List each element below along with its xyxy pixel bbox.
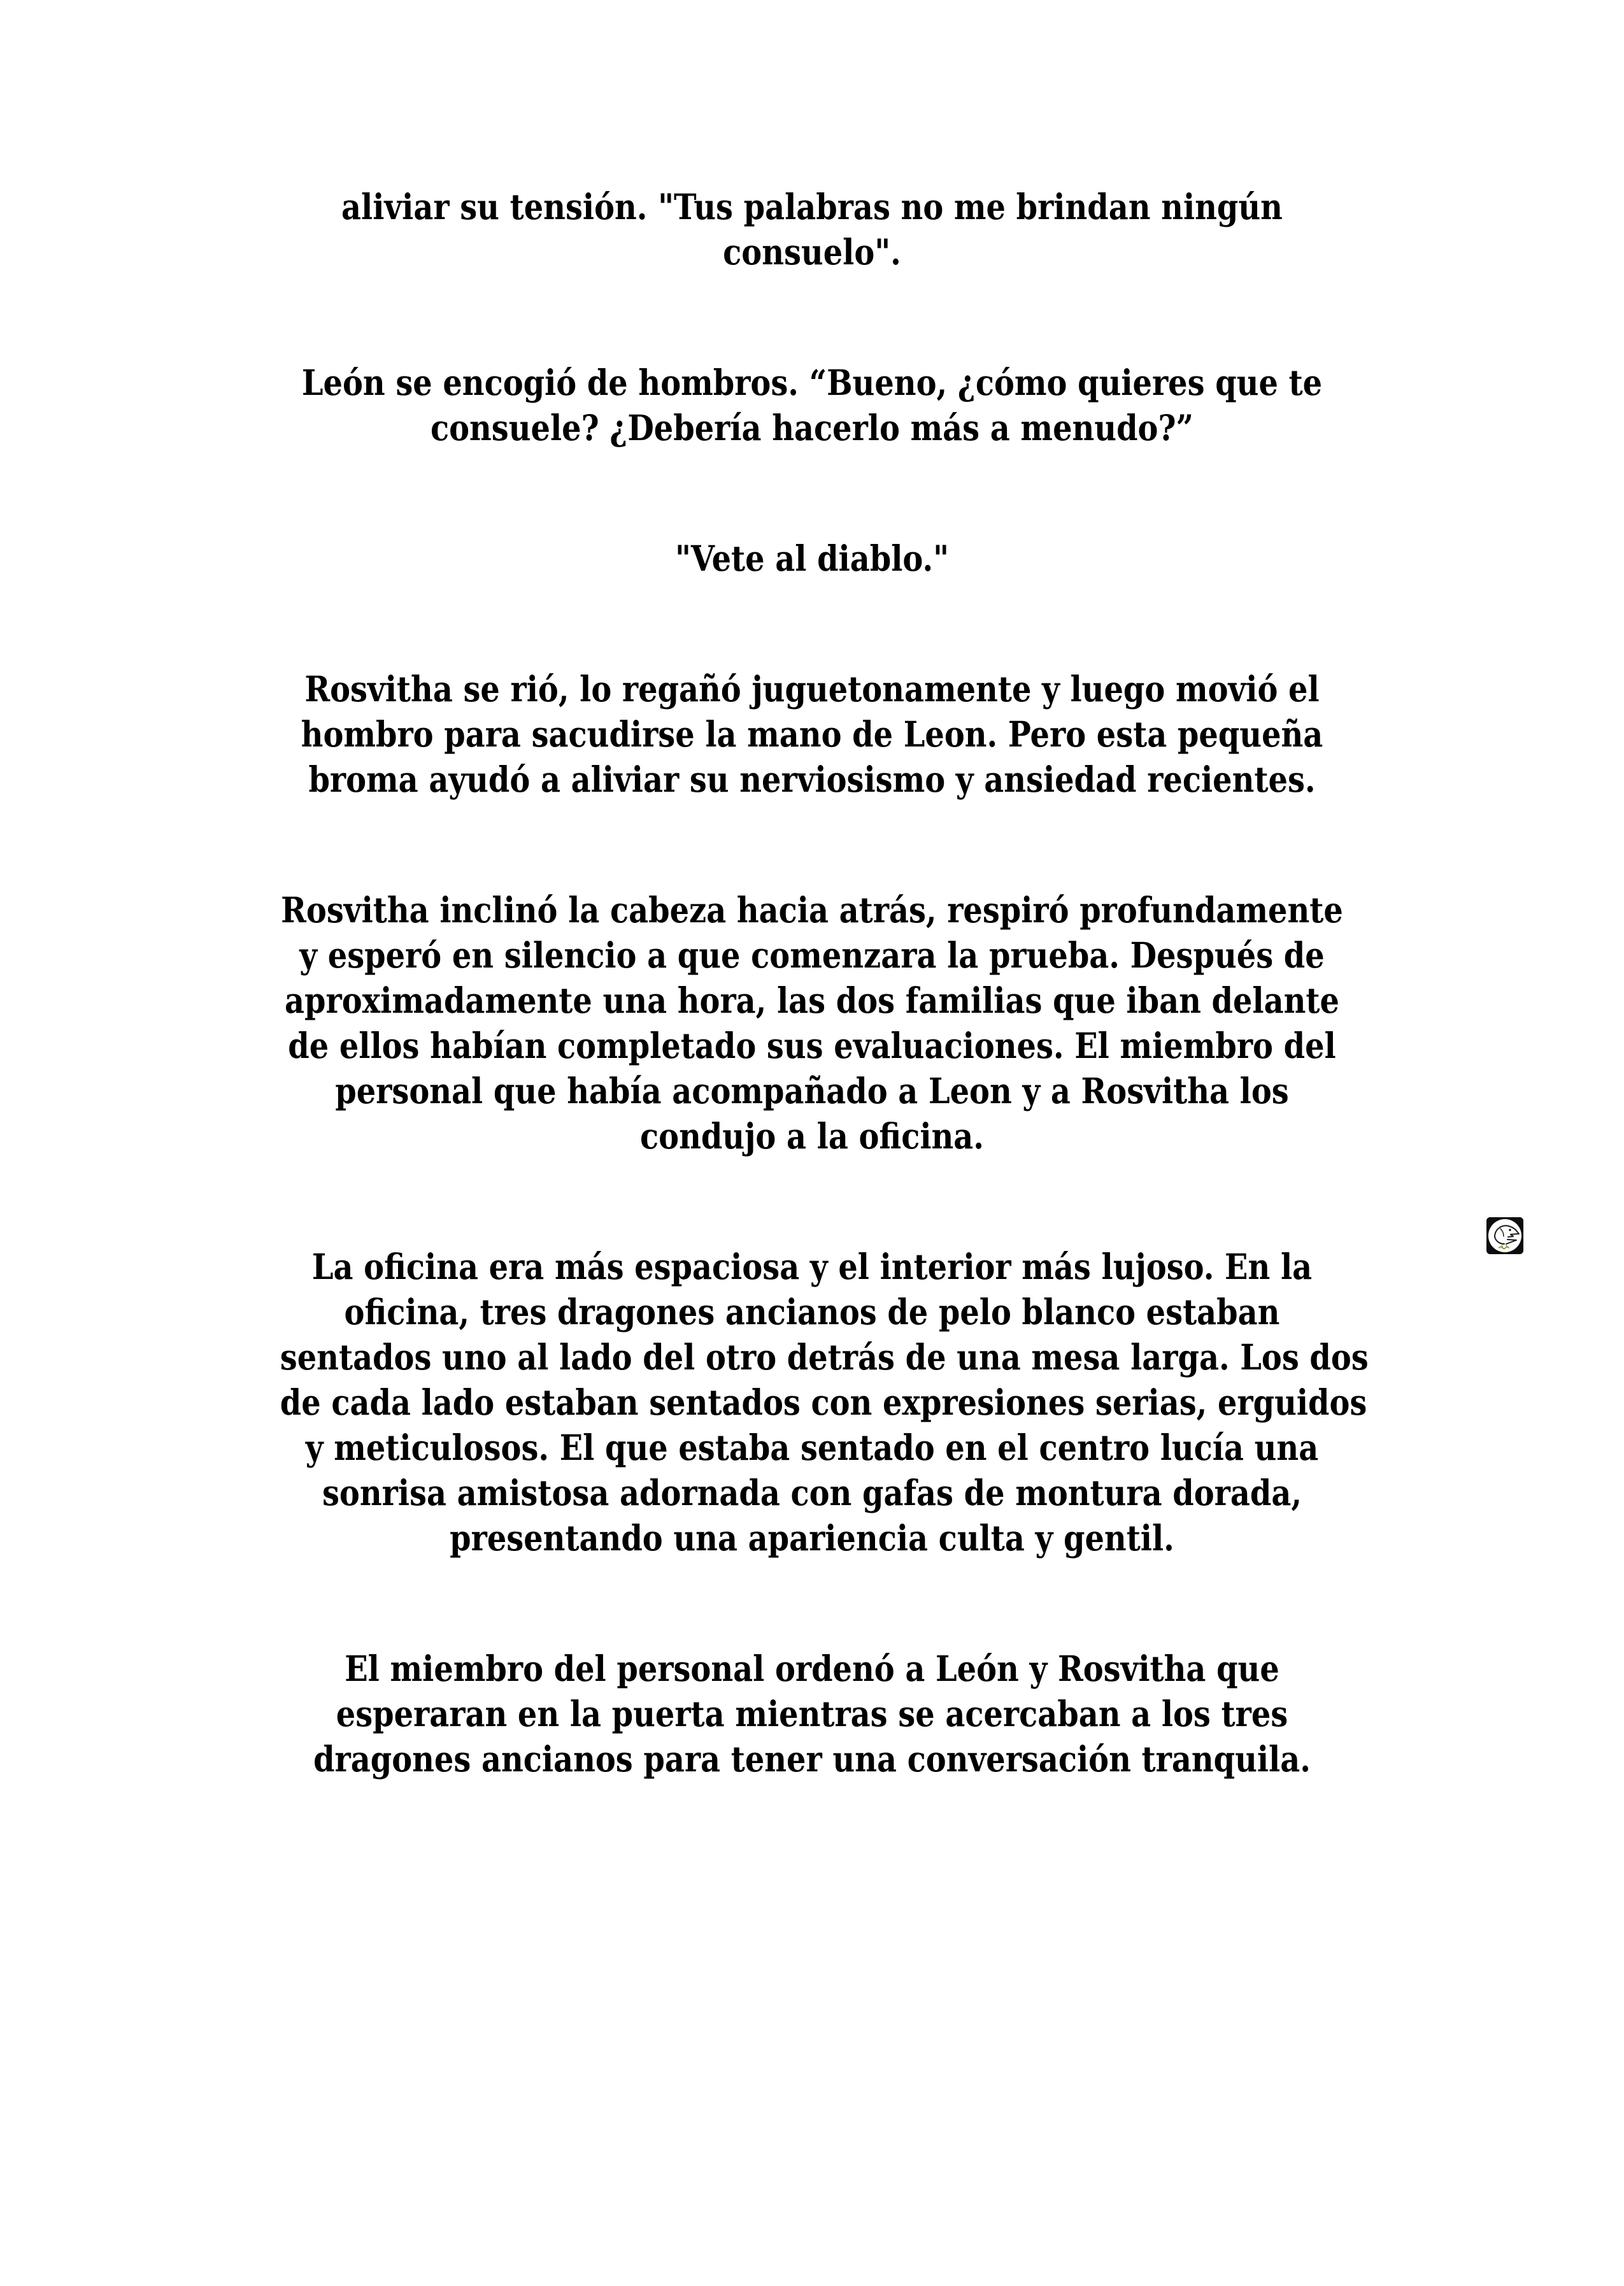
floating-badge-button[interactable] [1486,1217,1523,1254]
text-line: presentando una apariencia culta y gentil. [450,1517,1174,1559]
text-line: dragones ancianos para tener una conversación tranquila. [313,1738,1311,1780]
paragraph [201,1244,1423,1561]
text-line: "Vete al diablo." [674,538,950,579]
paragraph [201,184,1423,275]
text-line: El miembro del personal ordenó a León y Rosvitha que [345,1648,1279,1689]
text-line: y esperó en silencio a que comenzara la prueba. Después de [299,934,1325,976]
text-line: esperaran en la puerta mientras se acercaban a los tres [336,1693,1288,1734]
text-block [201,184,1423,1782]
text-line: personal que había acompañado a Leon y a Rosvitha los [335,1070,1289,1111]
text-line: sentados uno al lado del otro detrás de una mesa larga. Los dos [280,1336,1369,1378]
text-line: broma ayudó a aliviar su nerviosismo y ansiedad recientes. [308,759,1316,800]
text-line: consuele? ¿Debería hacerlo más a menudo?” [430,407,1194,448]
text-line: sonrisa amistosa adornada con gafas de montura dorada, [322,1472,1302,1513]
paragraph [201,360,1423,450]
paragraph [201,666,1423,802]
paragraph [201,887,1423,1159]
paragraph [201,536,1423,581]
text-line: oficina, tres dragones ancianos de pelo blanco estaban [344,1291,1280,1332]
text-line: La oficina era más espaciosa y el interior más lujoso. En la [311,1246,1313,1287]
text-line: Rosvitha se rió, lo regañó juguetonamente y luego movió el [304,668,1320,710]
text-line: consuelo". [723,231,901,273]
text-line: aliviar su tensión. "Tus palabras no me brindan ningún [341,186,1283,227]
text-line: condujo a la oficina. [640,1115,984,1157]
text-line: de ellos habían completado sus evaluaciones. El miembro del [288,1025,1336,1066]
text-line: hombro para sacudirse la mano de Leon. Pero esta pequeña [301,713,1323,755]
text-line: y meticulosos. El que estaba sentado en el centro lucía una [305,1427,1319,1468]
text-line: aproximadamente una hora, las dos familias que iban delante [285,980,1339,1021]
text-line: León se encogió de hombros. “Bueno, ¿cómo quieres que te [301,362,1323,403]
paragraph [201,1646,1423,1782]
text-line: Rosvitha inclinó la cabeza hacia atrás, respiró profundamente [281,889,1343,931]
text-line: de cada lado estaban sentados con expresiones serias, erguidos [280,1382,1367,1423]
page [0,184,1624,2286]
dragon-head-icon [1486,1217,1523,1254]
